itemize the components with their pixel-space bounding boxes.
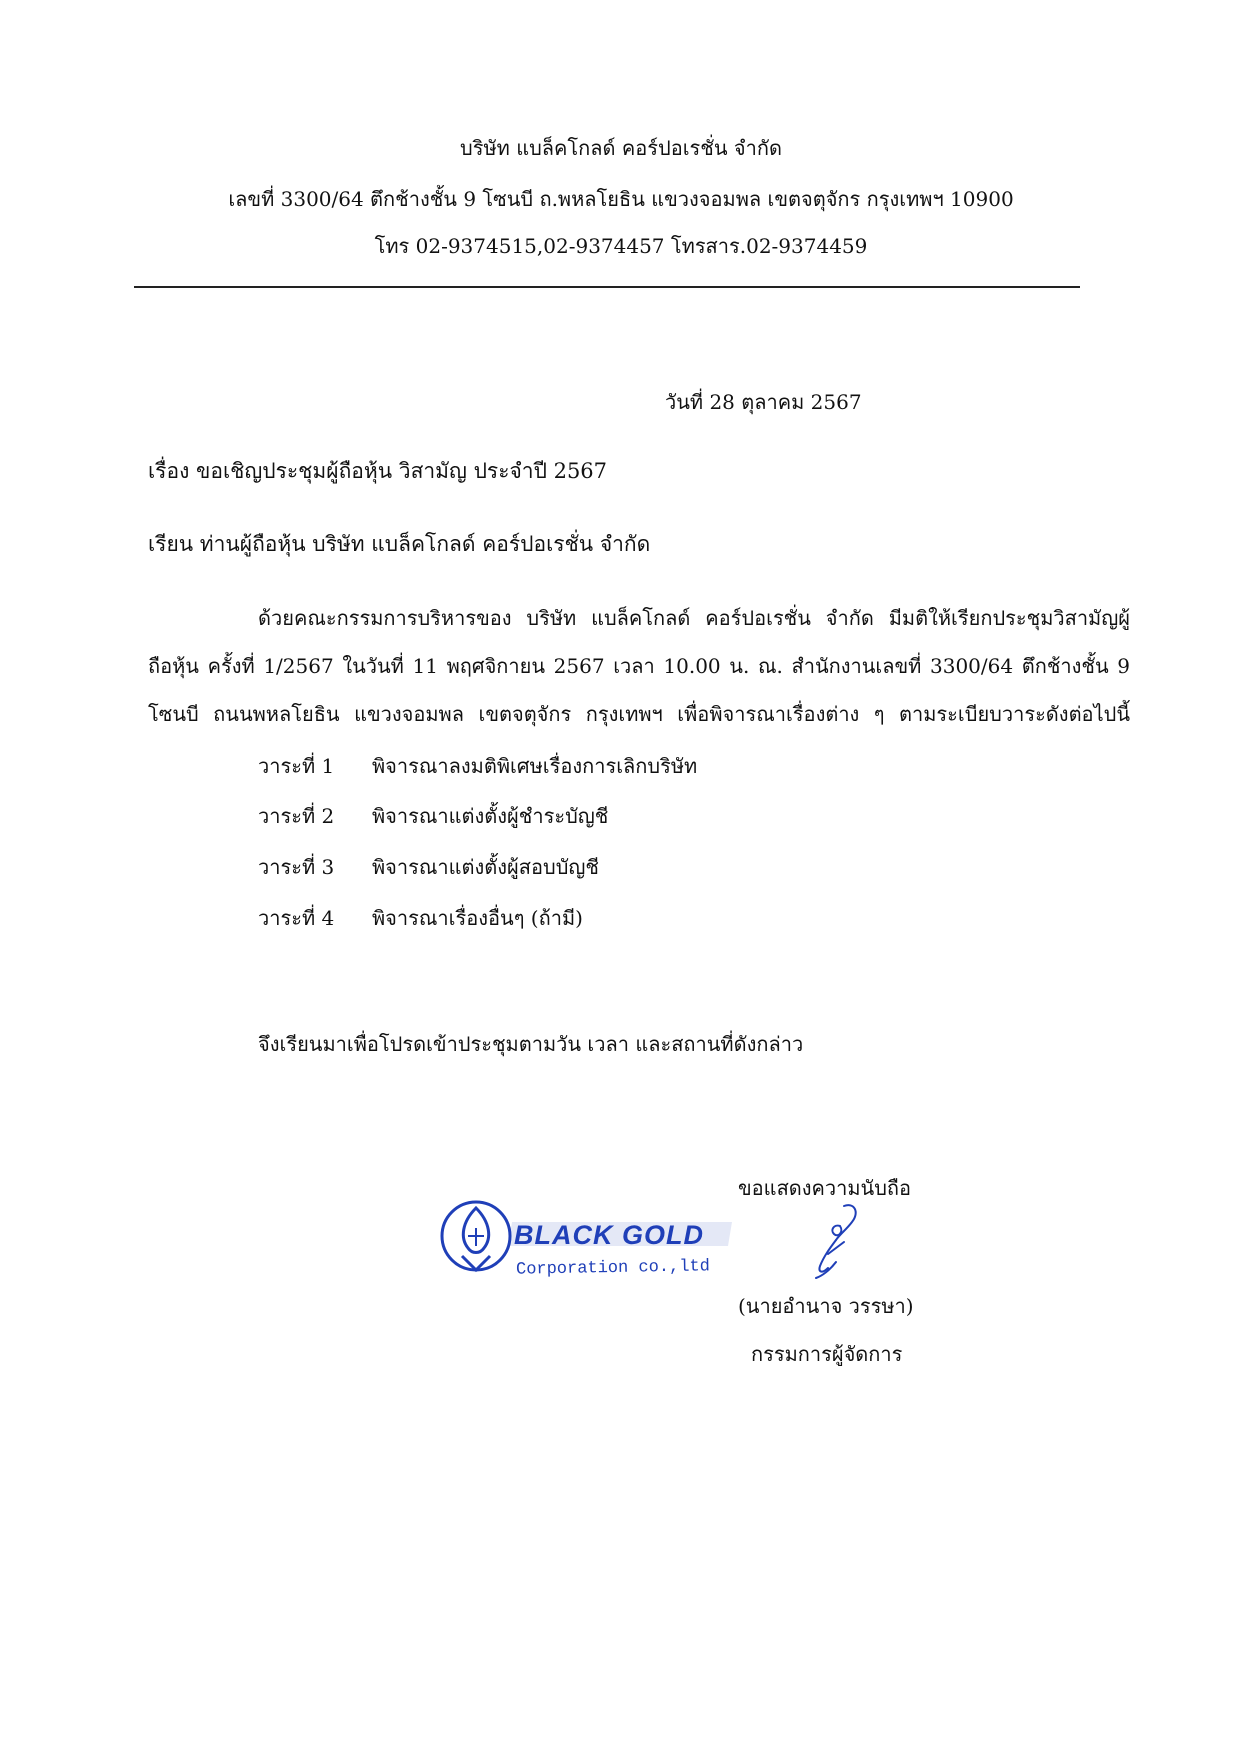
closing-sentence: จึงเรียนมาเพื่อโปรดเข้าประชุมตามวัน เวลา และสถานที่ดังกล่าว <box>258 1032 804 1056</box>
stamp-text-line2: Corporation co.,ltd <box>515 1257 711 1280</box>
body-line-3: โซนบี ถนนพหลโยธิน แขวงจอมพล เขตจตุจักร กรุงเทพฯ เพื่อพิจารณาเรื่องต่าง ๆ ตามระเบียบวาระดังต่อไปนี้ <box>148 702 1130 726</box>
letterhead-company: บริษัท แบล็คโกลด์ คอร์ปอเรชั่น จำกัด <box>460 136 782 160</box>
letterhead-contact: โทร 02-9374515,02-9374457 โทรสาร.02-9374459 <box>374 234 868 258</box>
letter-subject: เรื่อง ขอเชิญประชุมผู้ถือหุ้น วิสามัญ ประจำปี 2567 <box>148 459 608 483</box>
agenda-item-text: พิจารณาลงมติพิเศษเรื่องการเลิกบริษัท <box>372 754 698 778</box>
company-stamp <box>432 1186 742 1296</box>
agenda-number: วาระที่ 1 <box>258 754 335 778</box>
signatory-name: (นายอำนาจ วรรษา) <box>738 1294 914 1318</box>
letter-recipient: เรียน ท่านผู้ถือหุ้น บริษัท แบล็คโกลด์ คอร์ปอเรชั่น จำกัด <box>148 532 651 556</box>
signoff-regards: ขอแสดงความนับถือ <box>738 1176 912 1200</box>
signature-mark <box>800 1196 870 1286</box>
letter-date: วันที่ 28 ตุลาคม 2567 <box>665 390 862 414</box>
agenda-number: วาระที่ 2 <box>258 804 335 828</box>
body-line-1: ด้วยคณะกรรมการบริหารของ บริษัท แบล็คโกลด์ คอร์ปอเรชั่น จำกัด มีมติให้เรียกประชุมวิสามัญผู้ <box>258 606 1130 630</box>
letterhead-address: เลขที่ 3300/64 ตึกช้างชั้น 9 โซนบี ถ.พหลโยธิน แขวงจอมพล เขตจตุจักร กรุงเทพฯ 10900 <box>228 187 1014 211</box>
agenda-number: วาระที่ 3 <box>258 855 335 879</box>
body-line-2: ถือหุ้น ครั้งที่ 1/2567 ในวันที่ 11 พฤศจิกายน 2567 เวลา 10.00 น. ณ. สำนักงานเลขที่ 3300/64 ตึกช้างชั้น 9 <box>148 654 1130 678</box>
agenda-number: วาระที่ 4 <box>258 906 335 930</box>
agenda-item-text: พิจารณาแต่งตั้งผู้สอบบัญชี <box>372 855 600 879</box>
letterhead-divider <box>134 286 1080 288</box>
agenda-item-text: พิจารณาเรื่องอื่นๆ (ถ้ามี) <box>372 906 583 930</box>
agenda-item-text: พิจารณาแต่งตั้งผู้ชำระบัญชี <box>372 804 609 828</box>
stamp-text-line1: BLACK GOLD <box>514 1220 704 1250</box>
signatory-title: กรรมการผู้จัดการ <box>751 1342 903 1366</box>
